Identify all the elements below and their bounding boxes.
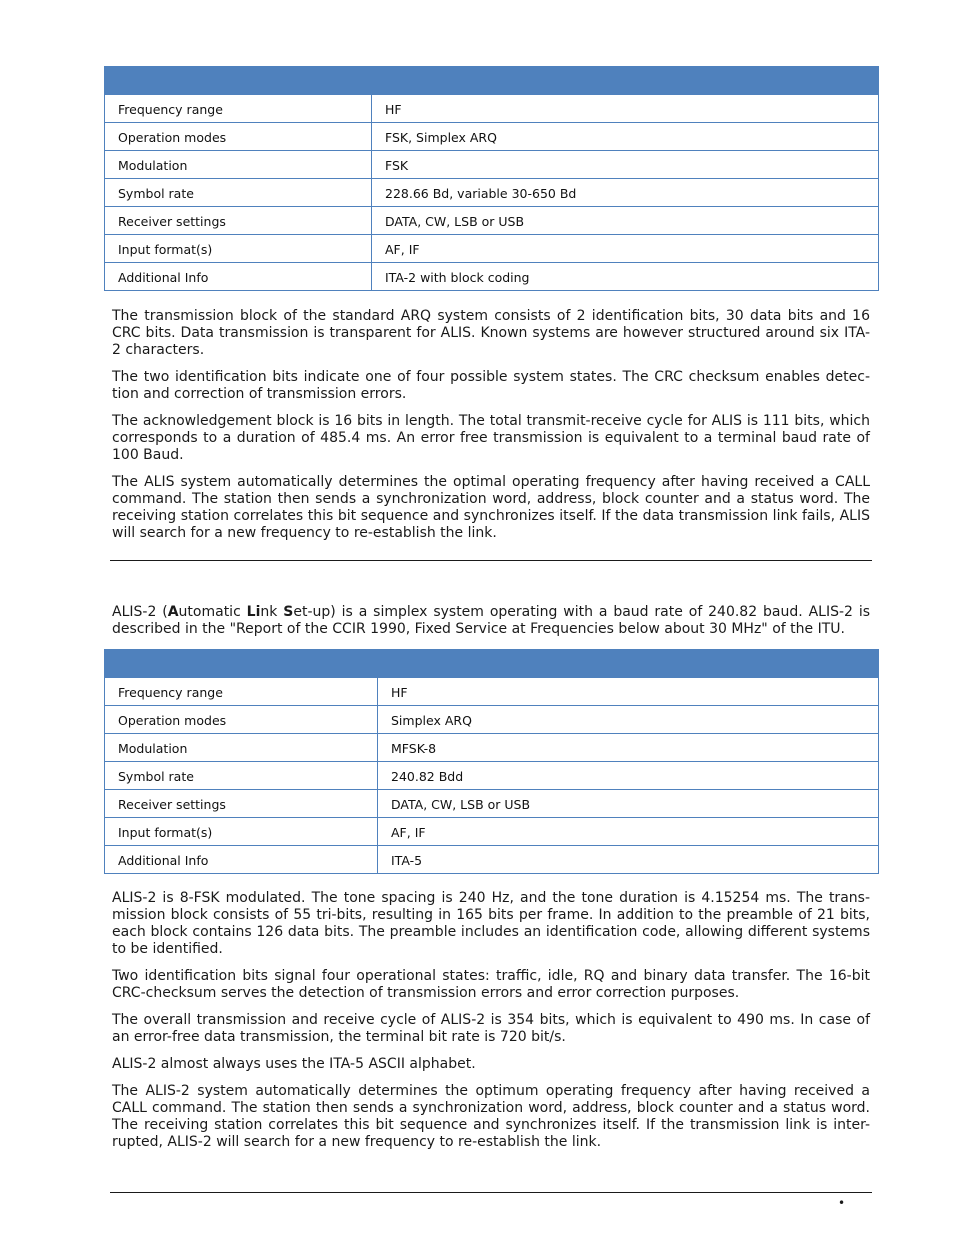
table-row [105, 678, 879, 706]
row-label: Input format(s) [105, 818, 378, 846]
table-row [105, 818, 879, 846]
paragraph: The transmission block of the standard ARQ system consists of 2 identification bits, 30 data bits and 16 CRC bits. Data transmission is transparent for ALIS. Known systems are however structured around six ITA-2 characters. [112, 308, 870, 358]
footer-bullet: • [838, 1196, 846, 1210]
table-row [105, 207, 879, 235]
row-value: 240.82 Bdd [378, 762, 879, 790]
alis2-spec-table [104, 649, 879, 874]
table-row [105, 734, 879, 762]
row-label: Operation modes [105, 123, 372, 151]
alis2-description [112, 890, 870, 1161]
row-value: FSK [372, 151, 879, 179]
paragraph: ALIS-2 almost always uses the ITA-5 ASCII alphabet. [112, 1056, 476, 1072]
row-value: MFSK-8 [378, 734, 879, 762]
row-value: DATA, CW, LSB or USB [378, 790, 879, 818]
row-value: ITA-2 with block coding [372, 263, 879, 291]
table-header-bar [105, 67, 879, 95]
paragraph: The ALIS system automatically determines the optimal operating frequency after having received a CALL command. The station then sends a synchronization word, address, block counter and a status word. The receiving station correlates this bit sequence and synchronizes itself. If the data transmission link fails, ALIS will search for a new frequency to re-establish the link. [112, 474, 870, 541]
row-value: DATA, CW, LSB or USB [372, 207, 879, 235]
row-value: Simplex ARQ [378, 706, 879, 734]
row-label: Symbol rate [105, 179, 372, 207]
row-label: Frequency range [105, 95, 372, 123]
paragraph: Two identification bits signal four operational states: traffic, idle, RQ and binary data transfer. The 16-bit CRC-checksum serves the detection of transmission errors and error correction purposes. [112, 968, 870, 1001]
table-row [105, 846, 879, 874]
paragraph: The two identification bits indicate one of four possible system states. The CRC checksum enables detec-tion and correction of transmission errors. [112, 369, 870, 402]
row-label: Modulation [105, 734, 378, 762]
table-header-bar [105, 650, 879, 678]
row-value: AF, IF [378, 818, 879, 846]
row-value: HF [372, 95, 879, 123]
row-value: FSK, Simplex ARQ [372, 123, 879, 151]
row-value: ITA-5 [378, 846, 879, 874]
row-label: Operation modes [105, 706, 378, 734]
table-row [105, 151, 879, 179]
table-row [105, 706, 879, 734]
row-label: Additional Info [105, 263, 372, 291]
row-label: Frequency range [105, 678, 378, 706]
paragraph: The ALIS-2 system automatically determines the optimum operating frequency after having received a CALL command. The station then sends a synchronization word, address, block counter and a status word. The receiving station correlates this bit sequence and synchronizes itself. If the transmission link is inter-rupted, ALIS-2 will search for a new frequency to re-establish the link. [112, 1083, 870, 1150]
paragraph: The overall transmission and receive cycle of ALIS-2 is 354 bits, which is equivalent to 490 ms. In case of an error-free data transmission, the terminal bit rate is 720 bit/s. [112, 1012, 870, 1045]
paragraph: ALIS-2 is 8-FSK modulated. The tone spacing is 240 Hz, and the tone duration is 4.15254 ms. The trans-mission block consists of 55 tri-bits, resulting in 165 bits per frame. In addition to the preamble of 21 bits, each block contains 126 data bits. The preamble includes an identification code, allowing different systems to be identified. [112, 890, 870, 957]
table-row [105, 263, 879, 291]
paragraph: The acknowledgement block is 16 bits in length. The total transmit-receive cycle for ALIS is 111 bits, which corresponds to a duration of 485.4 ms. An error free transmission is equivalent to a terminal baud rate of 100 Baud. [112, 413, 870, 463]
row-value: 228.66 Bd, variable 30-650 Bd [372, 179, 879, 207]
row-label: Receiver settings [105, 207, 372, 235]
row-label: Modulation [105, 151, 372, 179]
row-label: Receiver settings [105, 790, 378, 818]
row-label: Additional Info [105, 846, 378, 874]
table-row [105, 790, 879, 818]
table-row [105, 123, 879, 151]
footer-divider [110, 1192, 872, 1193]
table-row [105, 762, 879, 790]
table-row [105, 179, 879, 207]
table-row [105, 235, 879, 263]
row-value: HF [378, 678, 879, 706]
row-label: Symbol rate [105, 762, 378, 790]
alis2-intro [112, 604, 870, 648]
table-row [105, 95, 879, 123]
row-value: AF, IF [372, 235, 879, 263]
section-divider [110, 560, 872, 561]
alis-spec-table [104, 66, 879, 291]
alis-description [112, 308, 870, 552]
intro-paragraph: ALIS-2 (Automatic Link Set-up) is a simplex system operating with a baud rate of 240.82 baud. ALIS-2 is described in the "Report of the CCIR 1990, Fixed Service at Frequencies below about 30 MHz" of the ITU. [112, 604, 871, 637]
row-label: Input format(s) [105, 235, 372, 263]
